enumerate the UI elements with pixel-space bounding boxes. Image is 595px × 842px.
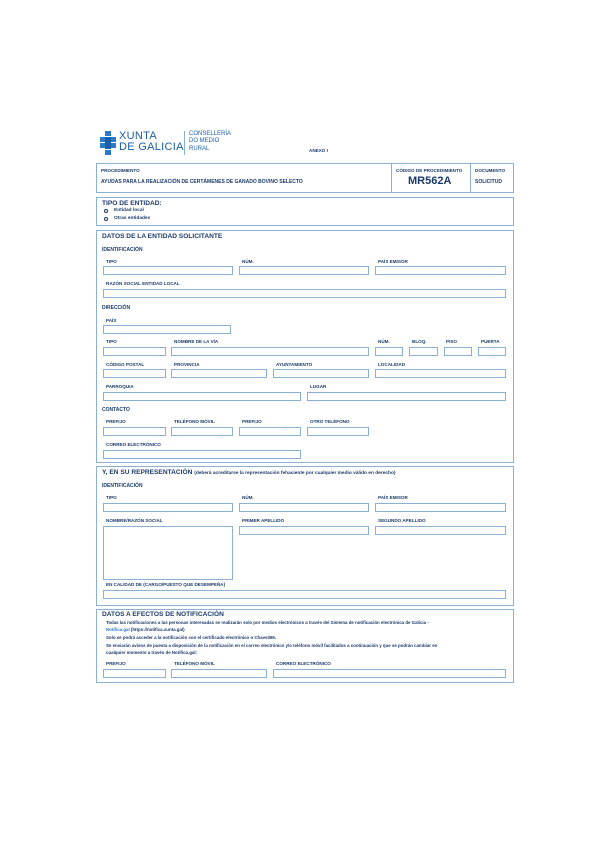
notifica-url: (https://notifica.xunta.gal) — [130, 627, 185, 632]
rep-label-nombre: NOMBRE/RAZÓN SOCIAL — [106, 518, 163, 523]
applicant-title: DATOS DE LA ENTIDAD SOLICITANTE — [102, 233, 223, 240]
provincia-field[interactable] — [171, 369, 267, 378]
rep-label-num: NÚM. — [242, 495, 254, 500]
procedure-code-label: CÓDIGO DE PROCEDIMIENTO — [396, 168, 463, 173]
representative-title — [102, 469, 396, 476]
radio-entidad-local[interactable] — [104, 209, 108, 213]
rep-apellido1-field[interactable] — [239, 526, 369, 535]
tipo-via-field[interactable] — [103, 347, 166, 356]
xunta-logo — [100, 130, 190, 156]
rep-num-field[interactable] — [239, 503, 369, 512]
label-puerta: PUERTA — [481, 339, 500, 344]
rep-label-apellido1: PRIMER APELLIDO — [242, 518, 285, 523]
movil-field[interactable] — [171, 427, 233, 436]
procedure-divider-1 — [391, 163, 392, 193]
logo-text-2: DE GALICIA — [119, 141, 184, 153]
dept-line-1: CONSELLERÍA — [189, 131, 232, 137]
notification-line-1b — [106, 627, 185, 632]
notif-email-field[interactable] — [273, 669, 506, 678]
prefijo-field[interactable] — [103, 427, 166, 436]
document-label: DOCUMENTO — [475, 168, 506, 173]
notification-line-2: Solo se podrá acceder a la notificación con el certificado electrónico o Chave365. — [106, 635, 277, 640]
tipo-field[interactable] — [103, 266, 233, 275]
notif-prefijo-field[interactable] — [103, 669, 166, 678]
label-pais-emisor: PAÍS EMISOR — [378, 259, 408, 264]
num-via-field[interactable] — [375, 347, 403, 356]
pais-emisor-field[interactable] — [375, 266, 506, 275]
rep-label-apellido2: SEGUNDO APELLIDO — [378, 518, 426, 523]
label-bloq: BLOQ. — [412, 339, 427, 344]
applicant-identification: IDENTIFICACIÓN — [102, 247, 143, 253]
puerta-field[interactable] — [478, 347, 506, 356]
option-otras-entidades: Otras entidades — [114, 216, 151, 221]
notif-label-movil: TELÉFONO MÓVIL — [174, 661, 215, 666]
rep-tipo-field[interactable] — [103, 503, 233, 512]
notification-line-1: Todas las notificaciones a las personas interesadas se realizarán solo por medios electrónicos a través del Sistema de notificación electrónica de Galicia - — [106, 620, 429, 625]
procedure-label: PROCEDIMIENTO — [101, 168, 140, 173]
email-field[interactable] — [103, 450, 301, 459]
radio-otras-entidades[interactable] — [104, 217, 108, 221]
applicant-direccion: DIRECCIÓN — [102, 305, 131, 311]
notifica-link[interactable]: Notifica.gal — [106, 627, 130, 632]
label-localidad: LOCALIDAD — [378, 362, 406, 367]
representative-title-main: Y, EN SU REPRESENTACIÓN — [102, 469, 193, 476]
label-tipo: TIPO — [106, 259, 117, 264]
label-movil: TELÉFONO MÓVIL — [174, 419, 215, 424]
label-tipo-via: TIPO — [106, 339, 117, 344]
label-num: NÚM. — [242, 259, 254, 264]
rep-label-pais-emisor: PAÍS EMISOR — [378, 495, 408, 500]
label-num-via: NÚM. — [378, 339, 390, 344]
label-parroquia: PARROQUIA — [106, 384, 134, 389]
applicant-contacto: CONTACTO — [102, 407, 130, 413]
document-value: SOLICITUD — [475, 179, 502, 185]
label-prefijo-2: PREFIJO — [242, 419, 262, 424]
notification-title: DATOS A EFECTOS DE NOTIFICACIÓN — [102, 611, 224, 618]
piso-field[interactable] — [444, 347, 472, 356]
notif-label-prefijo: PREFIJO — [106, 661, 126, 666]
razon-social-field[interactable] — [103, 289, 506, 298]
label-lugar: LUGAR — [310, 384, 327, 389]
prefijo-2-field[interactable] — [239, 427, 301, 436]
label-razon-social: RAZÓN SOCIAL ENTIDAD LOCAL — [106, 281, 180, 286]
dept-line-2: DO MEDIO — [189, 138, 220, 145]
label-email: CORREO ELECTRÓNICO — [106, 442, 161, 447]
rep-nombre-field[interactable] — [103, 526, 233, 580]
rep-calidad-field[interactable] — [103, 590, 506, 599]
bloq-field[interactable] — [409, 347, 438, 356]
dept-line-3: RURAL — [189, 145, 210, 152]
label-provincia: PROVINCIA — [174, 362, 200, 367]
label-nombre-via: NOMBRE DE LA VÍA — [174, 339, 219, 344]
label-prefijo: PREFIJO — [106, 419, 126, 424]
notif-movil-field[interactable] — [171, 669, 267, 678]
option-entidad-local: Entidad local — [114, 208, 144, 213]
procedure-code: MR562A — [408, 175, 452, 187]
label-piso: PISO — [446, 339, 457, 344]
pais-field[interactable] — [103, 325, 231, 334]
procedure-divider-2 — [470, 163, 471, 193]
representative-identification: IDENTIFICACIÓN — [102, 483, 143, 489]
rep-pais-emisor-field[interactable] — [375, 503, 506, 512]
notification-line-3b: cualquier momento a través de Notifica.gal: — [106, 650, 198, 655]
cp-field[interactable] — [103, 369, 166, 378]
nombre-via-field[interactable] — [171, 347, 369, 356]
representative-title-note: (deberá acreditarse la representación fehaciente por cualquier medio válido en derecho) — [194, 471, 396, 476]
dept-name — [189, 131, 231, 153]
label-otro-telefono: OTRO TELÉFONO — [310, 419, 350, 424]
ayuntamiento-field[interactable] — [273, 369, 369, 378]
label-ayuntamiento: AYUNTAMIENTO — [276, 362, 313, 367]
lugar-field[interactable] — [307, 392, 506, 401]
rep-label-calidad: EN CALIDAD DE (CARGO/PUESTO QUE DESEMPEÑA) — [106, 582, 226, 587]
entity-type-title: TIPO DE ENTIDAD: — [102, 200, 162, 207]
label-pais: PAÍS — [106, 318, 117, 323]
notification-line-3: Se enviarán avisos de puesta a disposición de la notificación en el correo electrónico y/o teléfono móvil facilitados a continuación y que se podrán cambiar en — [106, 643, 438, 648]
otro-telefono-field[interactable] — [307, 427, 369, 436]
logo-divider — [184, 131, 185, 155]
localidad-field[interactable] — [375, 369, 506, 378]
parroquia-field[interactable] — [103, 392, 301, 401]
annex-label: ANEXO I — [309, 148, 328, 153]
label-cp: CÓDIGO POSTAL — [106, 362, 145, 367]
num-field[interactable] — [239, 266, 369, 275]
rep-apellido2-field[interactable] — [375, 526, 506, 535]
logo-text-1: XUNTA — [119, 130, 157, 142]
notif-label-email: CORREO ELECTRÓNICO — [276, 661, 331, 666]
xunta-emblem-icon — [100, 131, 116, 155]
rep-label-tipo: TIPO — [106, 495, 117, 500]
procedure-title: AYUDAS PARA LA REALIZACIÓN DE CERTÁMENES DE GANADO BOVINO SELECTO — [101, 179, 303, 185]
